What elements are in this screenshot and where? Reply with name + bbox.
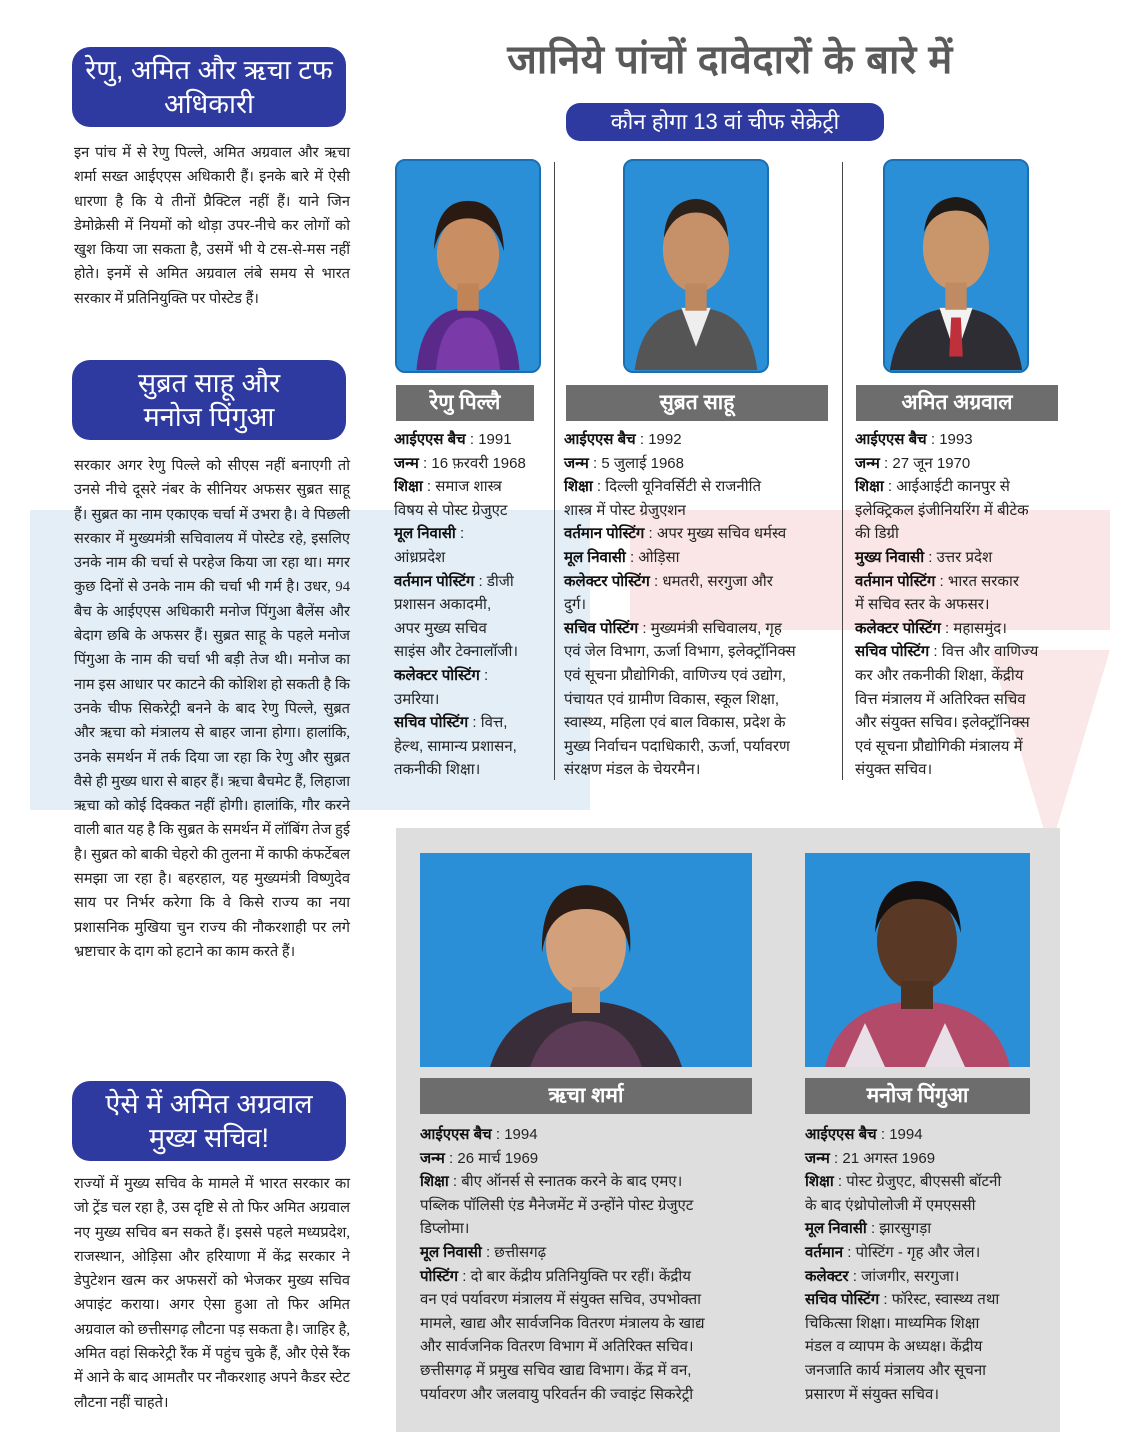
- detail-line: तकनीकी शिक्षा।: [394, 761, 481, 779]
- detail-key: मूल निवासी: [420, 1243, 482, 1261]
- detail-line: पर्यावरण और जलवायु परिवर्तन की ज्वाइंट सिकरेट्री: [420, 1385, 694, 1403]
- detail-line: [394, 570, 550, 594]
- detail-line: [855, 475, 1070, 499]
- section-body-tough-officers: इन पांच में से रेणु पिल्ले, अमित अग्रवाल और ऋचा शर्मा सख्त आईएएस अधिकारी हैं। इनके बारे में ऐसी धारणा है कि ये तीनों प्रैक्टिल नहीं हैं। याने जिन डेमोक्रेसी में नियमों को थोड़ा उपर-नीचे कर लोगों को खुश किया जा सकता है, उसमें भी ये टस-से-मस नहीं होते। इनमें से अमित अग्रवाल लंबे समय से भारत सरकार में प्रतिनियुक्ति पर पोस्टेड हैं।: [74, 145, 350, 307]
- detail-line: [564, 570, 842, 594]
- richa-sharma-details: [420, 1123, 790, 1406]
- detail-line: [805, 1265, 1050, 1289]
- detail-line: जनजाति कार्य मंत्रालय और सूचना: [805, 1361, 987, 1379]
- detail-key: शिक्षा: [420, 1173, 449, 1191]
- detail-line: वन एवं पर्यावरण मंत्रालय में संयुक्त सचिव, उपभोक्ता: [420, 1291, 702, 1309]
- renu-pillai-details: [394, 428, 550, 782]
- detail-line: शास्त्र में पोस्ट ग्रेजुएशन: [564, 501, 686, 519]
- detail-line: [805, 1241, 1050, 1265]
- detail-key: सचिव पोस्टिंग: [805, 1291, 880, 1309]
- column-divider: [554, 162, 555, 780]
- detail-key: सचिव पोस्टिंग: [564, 619, 639, 637]
- detail-value: : 1993: [926, 431, 973, 448]
- detail-value: : 1992: [635, 431, 682, 448]
- detail-line: हेल्थ, सामान्य प्रशासन,: [394, 737, 517, 755]
- detail-value: : दो बार केंद्रीय प्रतिनियुक्ति पर रहीं। केंद्रीय: [458, 1267, 691, 1285]
- detail-line: [805, 1123, 1050, 1147]
- detail-line: एवं सूचना प्रौद्योगिकी, वाणिज्य एवं उद्योग,: [564, 666, 787, 684]
- page-subtitle: कौन होगा 13 वां चीफ सेक्रेट्री: [566, 103, 884, 141]
- detail-line: [855, 640, 1070, 664]
- manoj-pingua-details: [805, 1123, 1050, 1406]
- detail-line: [420, 1265, 790, 1289]
- detail-line: प्रसारण में संयुक्त सचिव।: [805, 1385, 940, 1403]
- detail-line: पब्लिक पॉलिसी एंड मैनेजमेंट में उन्होंने पोस्ट ग्रेजुएट: [420, 1196, 694, 1214]
- detail-line: और संयुक्त सचिव। इलेक्ट्रॉनिक्स: [855, 714, 1030, 732]
- renu-pillai-name: रेणु पिल्लै: [396, 385, 534, 421]
- detail-value: : 16 फ़रवरी 1968: [418, 454, 526, 472]
- detail-value: : झारसुगड़ा: [866, 1220, 932, 1238]
- subrat-sahoo-name: सुब्रत साहू: [566, 385, 828, 421]
- detail-key: शिक्षा: [855, 478, 884, 496]
- manoj-pingua-name: मनोज पिंगुआ: [805, 1078, 1030, 1114]
- detail-line: डिप्लोमा।: [420, 1220, 470, 1238]
- amit-agrawal-details: [855, 428, 1070, 782]
- detail-value: : छत्तीसगढ़: [481, 1243, 547, 1261]
- detail-value: : समाज शास्त्र: [422, 478, 502, 496]
- portrait-icon: [625, 161, 767, 371]
- detail-line: [394, 664, 550, 688]
- detail-key: आईएएस बैच: [855, 431, 927, 448]
- detail-line: विषय से पोस्ट ग्रेजुएट: [394, 501, 508, 519]
- detail-key: वर्तमान पोस्टिंग: [855, 572, 936, 590]
- detail-line: [805, 1288, 1050, 1312]
- detail-value: : महासमुंद।: [940, 619, 1007, 637]
- detail-value: : वित्त और वाणिज्य: [929, 643, 1039, 661]
- detail-line: वित्त मंत्रालय में अतिरिक्त सचिव: [855, 690, 1026, 708]
- section-heading-line: अधिकारी: [164, 89, 254, 119]
- detail-key: आईएएस बैच: [394, 431, 466, 448]
- detail-key: जन्म: [805, 1149, 830, 1167]
- detail-line: [564, 452, 842, 476]
- detail-line: अपर मुख्य सचिव: [394, 619, 487, 637]
- detail-line: एवं सूचना प्रौद्योगिकी मंत्रालय में: [855, 737, 1023, 755]
- detail-line: [855, 570, 1070, 594]
- detail-line: [564, 475, 842, 499]
- detail-value: : 1991: [465, 431, 512, 448]
- detail-value: : ओड़िसा: [625, 548, 680, 566]
- detail-line: [394, 522, 550, 546]
- detail-key: जन्म: [394, 454, 419, 472]
- detail-value: : अपर मुख्य सचिव धर्मस्व: [644, 525, 787, 543]
- detail-line: [394, 452, 550, 476]
- page-title: जानिये पांचों दावेदारों के बारे में: [507, 38, 953, 82]
- detail-key: कलेक्टर: [805, 1267, 849, 1285]
- detail-key: वर्तमान: [805, 1243, 844, 1261]
- detail-line: [420, 1170, 790, 1194]
- detail-line: [394, 428, 550, 452]
- detail-key: शिक्षा: [564, 478, 593, 496]
- detail-value: : धमतरी, सरगुजा और: [649, 572, 773, 590]
- detail-line: [855, 452, 1070, 476]
- renu-pillai-photo: [395, 159, 541, 373]
- section-heading-amit-cs: [72, 1081, 346, 1161]
- detail-key: मूल निवासी: [805, 1220, 867, 1238]
- detail-line: [855, 546, 1070, 570]
- detail-value: : जांजगीर, सरगुजा।: [848, 1267, 960, 1285]
- detail-key: कलेक्टर पोस्टिंग: [564, 572, 650, 590]
- detail-key: कलेक्टर पोस्टिंग: [394, 666, 480, 684]
- subrat-sahoo-photo: [623, 159, 769, 373]
- detail-value: : 21 अगस्त 1969: [829, 1149, 936, 1167]
- detail-line: [564, 617, 842, 641]
- detail-value: : 27 जून 1970: [879, 454, 971, 472]
- detail-value: :: [455, 525, 465, 543]
- detail-line: आंध्रप्रदेश: [394, 548, 446, 566]
- detail-key: सचिव पोस्टिंग: [394, 714, 469, 732]
- detail-value: : उत्तर प्रदेश: [924, 548, 993, 566]
- detail-key: वर्तमान पोस्टिंग: [564, 525, 645, 543]
- detail-line: [805, 1170, 1050, 1194]
- detail-line: पंचायत एवं ग्रामीण विकास, स्कूल शिक्षा,: [564, 690, 780, 708]
- detail-value: : 26 मार्च 1969: [444, 1149, 539, 1167]
- detail-line: दुर्ग।: [564, 596, 587, 614]
- detail-line: में सचिव स्तर के अफसर।: [855, 596, 990, 614]
- section-heading-subrat-manoj: [72, 360, 346, 440]
- detail-value: : भारत सरकार: [935, 572, 1019, 590]
- amit-agrawal-photo: [883, 159, 1029, 373]
- section-body-amit-cs: राज्यों में मुख्य सचिव के मामले में भारत सरकार का जो ट्रेंड चल रहा है, उस दृष्टि से तो फिर अमित अग्रवाल नए मुख्य सचिव बन सकते हैं। इससे पहले मध्यप्रदेश, राजस्थान, ओड़िसा और हरियाणा में केंद्र सरकार ने डेपुटेशन खत्म कर अफसरों को भेजकर मुख्य सचिव अपाइंट कराया। अगर ऐसा हुआ तो फिर अमित अग्रवाल को छत्तीसगढ़ लौटना पड़ सकता है। जाहिर है, अमित वहां सिकरेट्री रैंक में पहुंच चुके हैं, और ऐसे रैंक में आने के बाद आमतौर पर नौकरशाह अपने कैडर स्टेट लौटना नहीं चाहते।: [74, 1176, 350, 1411]
- portrait-icon: [397, 161, 539, 371]
- detail-value: : 1994: [876, 1126, 923, 1143]
- detail-value: : दिल्ली यूनिवर्सिटी से राजनीति: [592, 478, 762, 496]
- detail-key: आईएएस बैच: [564, 431, 636, 448]
- section-heading-line: मुख्य सचिव!: [148, 1123, 269, 1153]
- section-heading-line: सुब्रत साहू और: [137, 368, 281, 398]
- detail-line: [420, 1123, 790, 1147]
- amit-agrawal-name: अमित अग्रवाल: [856, 385, 1058, 421]
- detail-line: छत्तीसगढ़ में प्रमुख सचिव खाद्य विभाग। केंद्र में वन,: [420, 1361, 692, 1379]
- detail-value: : 1994: [491, 1126, 538, 1143]
- portrait-icon: [805, 853, 1030, 1067]
- detail-value: : बीए ऑनर्स से स्नातक करने के बाद एमए।: [448, 1173, 683, 1191]
- detail-line: मंडल व व्यापम के अध्यक्ष। केंद्रीय: [805, 1338, 983, 1356]
- detail-line: स्वास्थ्य, महिला एवं बाल विकास, प्रदेश के: [564, 714, 786, 732]
- detail-line: [855, 428, 1070, 452]
- detail-key: मूल निवासी: [564, 548, 626, 566]
- detail-line: [394, 711, 550, 735]
- detail-line: मुख्य निर्वाचन पदाधिकारी, ऊर्जा, पर्यावरण: [564, 737, 790, 755]
- detail-key: सचिव पोस्टिंग: [855, 643, 930, 661]
- detail-line: [855, 617, 1070, 641]
- detail-line: की डिग्री: [855, 525, 899, 543]
- detail-key: जन्म: [855, 454, 880, 472]
- section-heading-line: रेणु, अमित और ऋचा टफ: [85, 55, 333, 85]
- detail-line: एवं जेल विभाग, ऊर्जा विभाग, इलेक्ट्रॉनिक्स: [564, 643, 796, 661]
- detail-value: : आईआईटी कानपुर से: [883, 478, 1010, 496]
- section-heading-tough-officers: [72, 47, 346, 127]
- detail-line: संयुक्त सचिव।: [855, 761, 933, 779]
- detail-line: [394, 475, 550, 499]
- detail-line: उमरिया।: [394, 690, 440, 708]
- detail-key: आईएएस बैच: [420, 1126, 492, 1143]
- detail-value: : पोस्टिंग - गृह और जेल।: [843, 1243, 981, 1261]
- detail-line: इलेक्ट्रिकल इंजीनियरिंग में बीटेक: [855, 501, 1029, 519]
- column-divider: [842, 162, 843, 780]
- richa-sharma-photo: [420, 853, 752, 1067]
- manoj-pingua-photo: [805, 853, 1030, 1067]
- detail-value: : पोस्ट ग्रेजुएट, बीएससी बॉटनी: [833, 1173, 1002, 1191]
- detail-line: मामले, खाद्य और सार्वजनिक वितरण मंत्रालय के खाद्य: [420, 1314, 705, 1332]
- detail-value: : 5 जुलाई 1968: [588, 454, 684, 472]
- detail-line: [805, 1217, 1050, 1241]
- section-heading-line: मनोज पिंगुआ: [143, 402, 275, 432]
- detail-key: कलेक्टर पोस्टिंग: [855, 619, 941, 637]
- subrat-sahoo-details: [564, 428, 842, 782]
- detail-key: वर्तमान पोस्टिंग: [394, 572, 475, 590]
- portrait-icon: [420, 853, 752, 1067]
- detail-key: जन्म: [420, 1149, 445, 1167]
- section-body-subrat-manoj: सरकार अगर रेणु पिल्ले को सीएस नहीं बनाएगी तो उनसे नीचे दूसरे नंबर के सीनियर अफसर सुब्रत साहू हैं। सुब्रत का नाम एकाएक चर्चा में उभरा है। वे पिछली सरकार में मुख्यमंत्री सचिवालय में पोस्टेड रहे, इसलिए उनके नाम की चर्चा से परहेज किया जा रहा था। मगर कुछ दिनों से उनके नाम की चर्चा भी गर्म है। उधर, 94 बैच के आईएएस अधिकारी मनोज पिंगुआ बैलेंस और बेदाग छबि के अफसर हैं। सुब्रत साहू के पहले मनोज पिंगुआ के नाम की चर्चा भी बड़ी तेज थी। मनोज का नाम इस आधार पर काटने की कोशिश हो सकती है कि उनके चीफ सिकरेट्री बनने के बाद रेणु पिल्ले, सुब्रत और ऋचा को मंत्रालय से बाहर जाना होगा। हालांकि, उनके समर्थन में तर्क दिया जा रहा कि रेणु और सुब्रत वैसे ही मुख्य धारा से बाहर हैं। ऋचा बैचमेट हैं, लिहाजा ऋचा को कोई दिक्कत नहीं होगी। हालांकि, गौर करने वाली बात यह है कि सुब्रत के समर्थन में लॉबिंग तेज हुई है। सुब्रत को बाकी चेहरो की तुलना में काफी कंफर्टेबल समझा जा रहा है। बहरहाल, यह मुख्यमंत्री विष्णुदेव साय पर निर्भर करेगा कि वे किसे राज्य का नया प्रशासनिक मुखिया चुन राज्य की नौकरशाही पर लगे भ्रष्टाचार के दाग को हटाने का काम करते हैं।: [74, 458, 350, 960]
- detail-line: कर और तकनीकी शिक्षा, केंद्रीय: [855, 666, 1024, 684]
- richa-sharma-name: ऋचा शर्मा: [420, 1078, 752, 1114]
- detail-key: मूल निवासी: [394, 525, 456, 543]
- detail-value: :: [479, 666, 489, 684]
- detail-line: के बाद एंथ्रोपोलोजी में एमएससी: [805, 1196, 976, 1214]
- detail-line: और सार्वजनिक वितरण विभाग में अतिरिक्त सचिव।: [420, 1338, 694, 1356]
- detail-value: : मुख्यमंत्री सचिवालय, गृह: [638, 619, 782, 637]
- detail-value: : वित्त,: [468, 714, 508, 732]
- detail-line: [420, 1241, 790, 1265]
- detail-value: : डीजी: [474, 572, 514, 590]
- detail-line: [564, 522, 842, 546]
- detail-line: [564, 428, 842, 452]
- detail-key: आईएएस बैच: [805, 1126, 877, 1143]
- section-heading-line: ऐसे में अमित अग्रवाल: [105, 1089, 313, 1119]
- detail-key: पोस्टिंग: [420, 1267, 459, 1285]
- detail-line: चिकित्सा शिक्षा। माध्यमिक शिक्षा: [805, 1314, 980, 1332]
- detail-line: [564, 546, 842, 570]
- detail-line: [420, 1147, 790, 1171]
- detail-line: [805, 1147, 1050, 1171]
- detail-key: मुख्य निवासी: [855, 548, 925, 566]
- portrait-icon: [885, 161, 1027, 371]
- detail-line: साइंस और टेक्नालॉजी।: [394, 643, 519, 661]
- detail-value: : फॉरेस्ट, स्वास्थ्य तथा: [879, 1291, 1000, 1309]
- detail-key: जन्म: [564, 454, 589, 472]
- detail-key: शिक्षा: [805, 1173, 834, 1191]
- detail-line: प्रशासन अकादमी,: [394, 596, 492, 614]
- detail-key: शिक्षा: [394, 478, 423, 496]
- detail-line: संरक्षण मंडल के चेयरमैन।: [564, 761, 701, 779]
